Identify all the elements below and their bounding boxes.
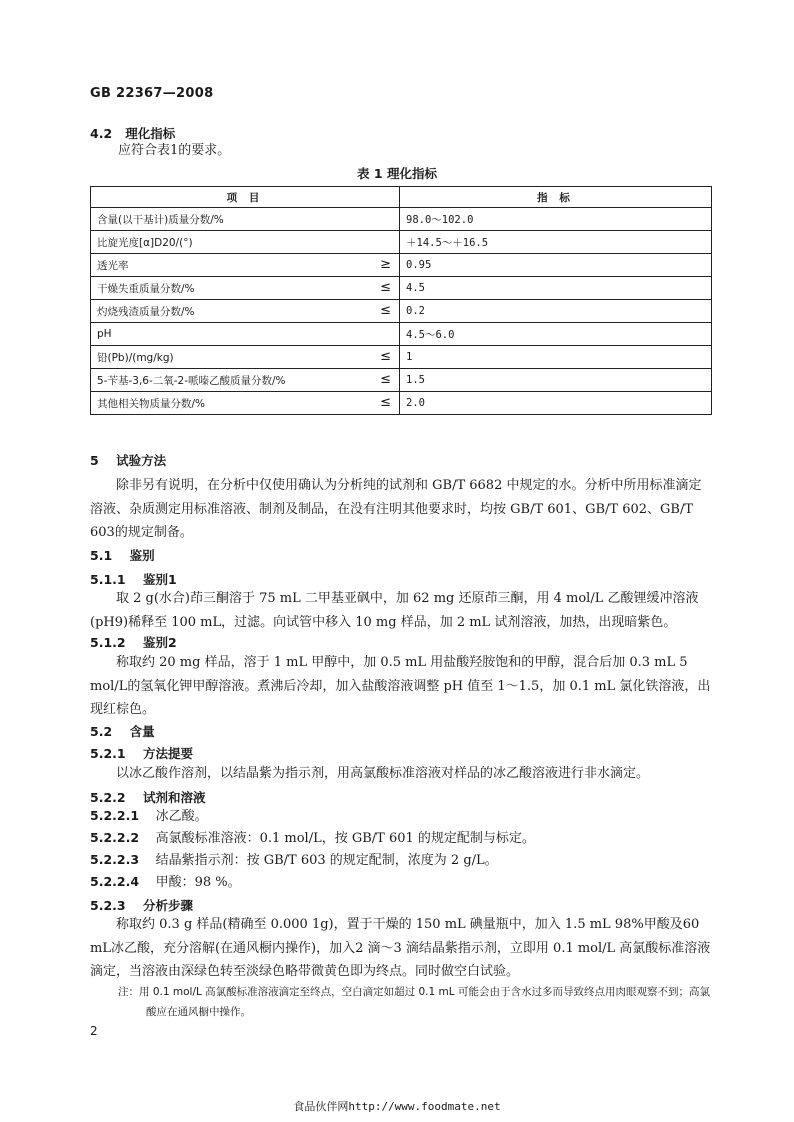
heading-5-1-2 [90, 633, 177, 651]
item-number: 5.2.2.2 [90, 830, 140, 845]
table-row [91, 208, 712, 231]
paragraph-5-1-2: 称取约 20 mg 样品，溶于 1 mL 甲醇中，加 0.5 mL 用盐酸羟胺饱和的甲醇，混合后加 0.3 mL 5 mol/L的氢氧化钾甲醇溶液。煮沸后冷却，加入盐酸溶液调整 pH 值至 1～1.5，加 0.1 mL 氯化铁溶液，出现红棕色。 [90, 655, 711, 717]
row-item: 铅(Pb)/(mg/kg) [97, 351, 174, 364]
row-item-cell [91, 208, 400, 231]
row-item: 含量(以干基计)质量分数/% [97, 213, 224, 226]
item-text: 冰乙酸。 [155, 809, 208, 824]
paragraph-4-2: 应符合表1的要求。 [118, 143, 231, 158]
item-number: 5.2.2.3 [90, 852, 140, 867]
heading-5-1 [90, 546, 155, 564]
item-5-2-2-2 [90, 826, 535, 851]
section-title: 鉴别2 [143, 635, 177, 650]
section-number: 5.2.3 [90, 898, 126, 913]
row-item-cell [91, 346, 400, 369]
section-number: 4.2 [90, 126, 113, 141]
heading-5-2 [90, 722, 155, 740]
section-title: 含量 [129, 724, 155, 739]
row-item: pH [97, 328, 112, 340]
section-title: 试剂和溶液 [143, 790, 206, 805]
table-header-row [91, 187, 712, 208]
paragraph-5-2-1: 以冰乙酸作溶剂，以结晶紫为指示剂，用高氯酸标准溶液对样品的冰乙酸溶液进行非水滴定。 [116, 766, 650, 781]
row-item: 透光率 [97, 259, 129, 272]
row-item: 干燥失重质量分数/% [97, 282, 195, 295]
row-item-cell [91, 323, 400, 346]
row-operator: ≤ [380, 372, 391, 387]
table-row [91, 346, 712, 369]
table-row [91, 254, 712, 277]
item-number: 5.2.2.4 [90, 874, 140, 889]
paragraph-5: 除非另有说明，在分析中仅使用确认为分析纯的试剂和 GB/T 6682 中规定的水。分析中所用标准滴定溶液、杂质测定用标准溶液、制剂及制品，在没有注明其他要求时，均按 GB/T 601、GB/T 602、GB/T 603的规定制备。 [90, 478, 702, 540]
standard-code: GB 22367—2008 [90, 86, 214, 101]
item-text: 结晶紫指示剂：按 GB/T 603 的规定配制，浓度为 2 g/L。 [155, 853, 498, 868]
heading-5-2-1 [90, 744, 193, 762]
row-item-cell [91, 369, 400, 392]
note-text: 注：用 0.1 mol/L 高氯酸标准溶液滴定至终点，空白滴定如超过 0.1 mL 可能会由于含水过多而导致终点用肉眼观察不到；高氯酸应在通风橱中操作。 [118, 986, 710, 1018]
row-item: 比旋光度[α]D20/(°) [97, 236, 193, 249]
section-number: 5 [90, 453, 99, 468]
row-item: 灼烧残渣质量分数/% [97, 305, 195, 318]
row-value: 4.5 [400, 277, 712, 300]
row-value: 0.2 [400, 300, 712, 323]
table-row [91, 323, 712, 346]
item-5-2-2-1 [90, 804, 208, 829]
table-row [91, 300, 712, 323]
row-operator: ≤ [380, 395, 391, 410]
note [118, 982, 714, 1022]
item-5-2-2-4 [90, 870, 241, 895]
section-title: 试验方法 [116, 453, 167, 468]
section-number: 5.2 [90, 724, 113, 739]
section-number: 5.2.2 [90, 790, 126, 805]
section-title: 方法提要 [143, 746, 194, 761]
table-row [91, 231, 712, 254]
heading-5 [90, 451, 166, 469]
table-caption: 表 1 理化指标 [357, 166, 437, 181]
row-operator: ≤ [380, 303, 391, 318]
heading-5-2-3 [90, 896, 193, 914]
item-text: 甲酸：98 %。 [155, 875, 241, 890]
row-item-cell [91, 300, 400, 323]
row-operator: ≤ [380, 280, 391, 295]
table-row [91, 277, 712, 300]
row-value: 1.5 [400, 369, 712, 392]
row-item-cell [91, 392, 400, 415]
row-item: 其他相关物质量分数/% [97, 397, 206, 410]
header-value: 指 标 [400, 187, 712, 208]
section-number: 5.1.2 [90, 635, 126, 650]
heading-5-1-1 [90, 570, 177, 588]
row-value: ＋14.5～＋16.5 [400, 231, 712, 254]
section-number: 5.1.1 [90, 572, 126, 587]
item-number: 5.2.2.1 [90, 808, 140, 823]
spec-table [90, 186, 712, 415]
row-operator: ≤ [380, 349, 391, 364]
header-item: 项 目 [91, 187, 400, 208]
section-title: 鉴别 [129, 548, 155, 563]
table-row [91, 369, 712, 392]
section-title: 理化指标 [125, 126, 176, 141]
paragraph-5-1-1: 取 2 g(水合)茚三酮溶于 75 mL 二甲基亚砜中，加 62 mg 还原茚三酮，用 4 mol/L 乙酸锂缓冲溶液(pH9)稀释至 100 mL，过滤。向试管中移入 10 mg 样品，加 2 mL 试剂溶液，加热，出现暗紫色。 [90, 591, 699, 630]
page-number: 2 [90, 1024, 98, 1038]
row-operator: ≥ [380, 257, 391, 272]
row-item-cell [91, 277, 400, 300]
row-item-cell [91, 231, 400, 254]
row-value: 0.95 [400, 254, 712, 277]
row-value: 2.0 [400, 392, 712, 415]
row-item: 5-苄基-3,6-二氧-2-哌嗪乙酸质量分数/% [97, 374, 286, 387]
row-value: 4.5～6.0 [400, 323, 712, 346]
footer-watermark: 食品伙伴网http://www.foodmate.net [293, 1100, 501, 1113]
row-value: 98.0～102.0 [400, 208, 712, 231]
section-number: 5.2.1 [90, 746, 126, 761]
section-title: 分析步骤 [143, 898, 194, 913]
row-value: 1 [400, 346, 712, 369]
section-title: 鉴别1 [143, 572, 177, 587]
item-text: 高氯酸标准溶液：0.1 mol/L，按 GB/T 601 的规定配制与标定。 [155, 831, 535, 846]
row-item-cell [91, 254, 400, 277]
table-row [91, 392, 712, 415]
section-number: 5.1 [90, 548, 113, 563]
item-5-2-2-3 [90, 848, 498, 873]
paragraph-5-2-3: 称取约 0.3 g 样品(精确至 0.000 1g)，置于干燥的 150 mL 碘量瓶中，加入 1.5 mL 98%甲酸及60 mL冰乙酸，充分溶解(在通风橱内操作)，加入2 滴～3 滴结晶紫指示剂，立即用 0.1 mol/L 高氯酸标准溶液滴定，当溶液由深绿色转至淡绿色略带微黄色即为终点。同时做空白试验。 [90, 917, 711, 979]
